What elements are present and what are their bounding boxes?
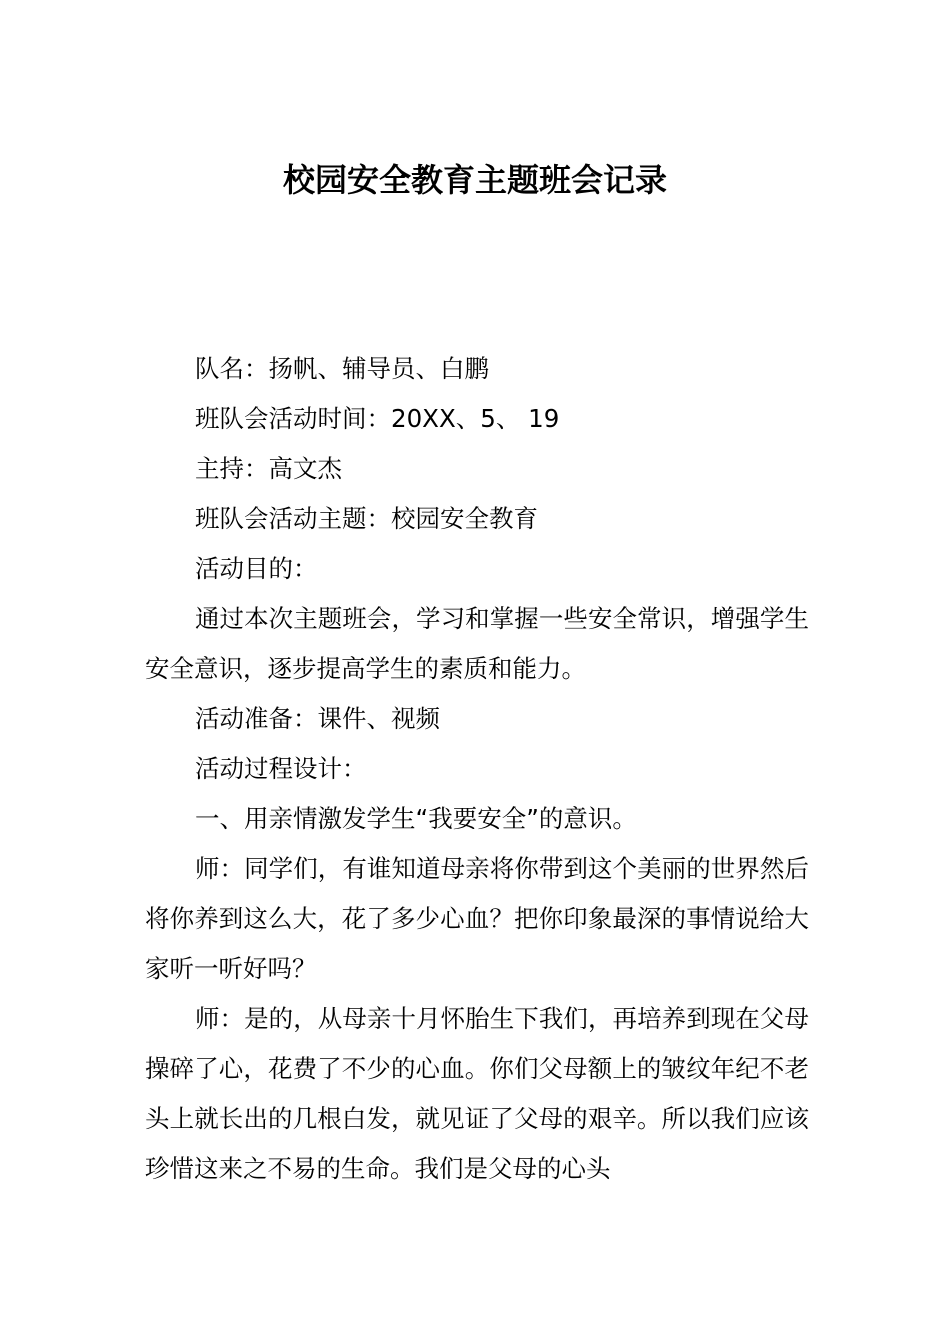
paragraph-teacher-question: 师：同学们，有谁知道母亲将你带到这个美丽的世界然后将你养到这么大，花了多少心血？把你印象最深的事情说给大家听一听好吗？ [145,854,809,983]
paragraph-activity-time: 班队会活动时间：20XX、5、 19 [195,404,560,433]
paragraph-purpose-text: 通过本次主题班会，学习和掌握一些安全常识，增强学生安全意识，逐步提高学生的素质和能力。 [145,604,809,683]
document-body [145,344,809,1194]
paragraph-teacher-response: 师：是的，从母亲十月怀胎生下我们，再培养到现在父母操碎了心，花费了不少的心血。你们父母额上的皱纹年纪不老头上就长出的几根白发，就见证了父母的艰辛。所以我们应该珍惜这来之不易的生命。我们是父母的心头 [145,1004,809,1183]
paragraph-team-name: 队名：扬帆、辅导员、白鹏 [195,354,489,383]
document-title: 校园安全教育主题班会记录 [282,161,667,199]
paragraph-activity-theme: 班队会活动主题：校园安全教育 [195,504,538,533]
paragraph-section-one: 一、用亲情激发学生“我要安全”的意识。 [195,804,637,833]
paragraph-purpose-heading: 活动目的： [195,554,318,583]
paragraph-host: 主持：高文杰 [195,454,342,483]
paragraph-preparation: 活动准备：课件、视频 [195,704,440,733]
paragraph-process-heading: 活动过程设计： [195,754,367,783]
